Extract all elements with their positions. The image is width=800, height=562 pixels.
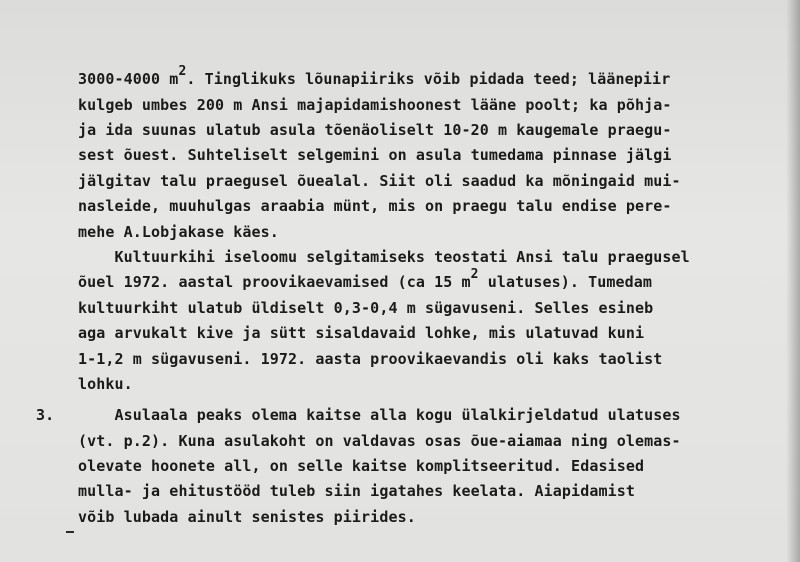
- text-line-5: jälgitav talu praegusel õuealal. Siit oli saadud ka mõningaid mui-: [78, 172, 681, 190]
- text-line-15: (vt. p.2). Kuna asulakoht on valdavas osas õue-aiamaa ning olemas-: [78, 432, 681, 450]
- text-segment: ulatuses). Tumedam: [478, 273, 653, 291]
- text-line-11: aga arvukalt kive ja sütt sisaldavaid lohke, mis ulatuvad kuni: [78, 324, 645, 342]
- text-line-14: Asulaala peaks olema kaitse alla kogu ülalkirjeldatud ulatuses: [78, 406, 681, 424]
- text-line-2: kulgeb umbes 200 m Ansi majapidamishoonest lääne poolt; ka põhja-: [78, 96, 672, 114]
- text-line-9: [78, 267, 653, 293]
- text-line-18: võib lubada ainult senistes piirides.: [78, 508, 416, 526]
- text-segment: 3000-4000 m: [78, 70, 179, 88]
- text-line-16: olevate hoonete all, on selle kaitse komplitseeritud. Edasised: [78, 457, 645, 475]
- superscript: 2: [470, 267, 479, 282]
- text-line-8: Kultuurkihi iseloomu selgitamiseks teostati Ansi talu praegusel: [78, 248, 690, 266]
- section-number: 3.: [36, 406, 55, 424]
- text-line-12: 1-1,2 m sügavuseni. 1972. aasta proovikaevandis oli kaks taolist: [78, 350, 663, 368]
- text-segment: . Tinglikuks lõunapiiriks võib pidada teed; läänepiir: [186, 70, 671, 88]
- margin-dash-mark: [66, 531, 74, 533]
- text-line-6: nasleide, muuhulgas araabia münt, mis on praegu talu endise pere-: [78, 197, 672, 215]
- text-line-1: [78, 64, 671, 90]
- text-segment: õuel 1972. aastal proovikaevamised (ca 15 m: [78, 273, 471, 291]
- text-line-3: ja ida suunas ulatub asula tõenäoliselt 10-20 m kaugemale praegu-: [78, 121, 672, 139]
- text-line-17: mulla- ja ehitustööd tuleb siin igatahes keelata. Aiapidamist: [78, 482, 635, 500]
- text-line-10: kultuurkiht ulatub üldiselt 0,3-0,4 m sügavuseni. Selles esineb: [78, 299, 654, 317]
- text-line-13: lohku.: [78, 375, 133, 393]
- superscript: 2: [178, 64, 187, 79]
- text-line-7: mehe A.Lobjakase käes.: [78, 223, 279, 241]
- text-line-4: sest õuest. Suhteliselt selgemini on asula tumedama pinnase jälgi: [78, 146, 672, 164]
